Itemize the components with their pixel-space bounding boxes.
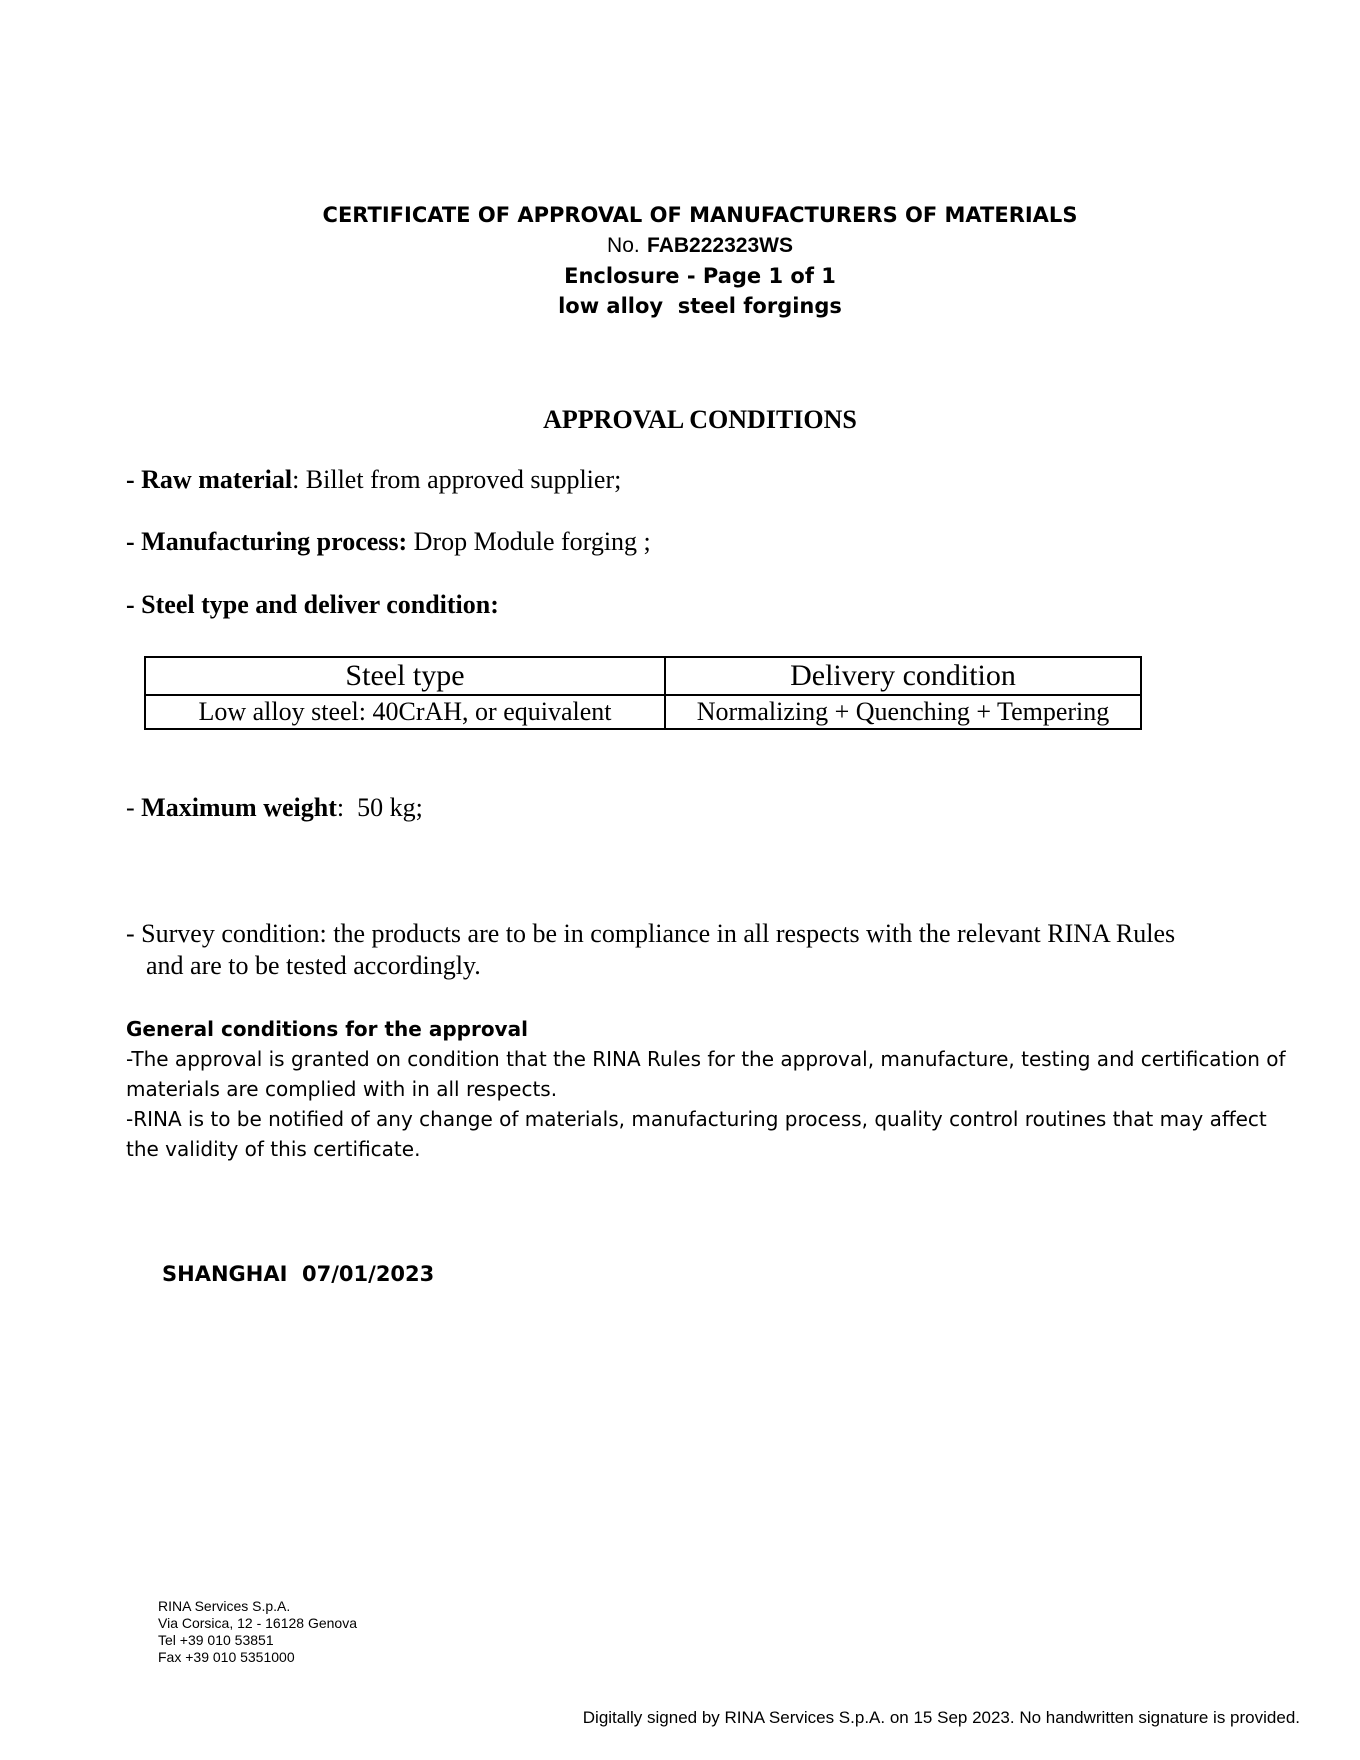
raw-material-line xyxy=(126,465,621,495)
digital-signature-note: Digitally signed by RINA Services S.p.A. on 15 Sep 2023. No handwritten signature is provided. xyxy=(582,1708,1300,1727)
certificate-title: CERTIFICATE OF APPROVAL OF MANUFACTURERS OF MATERIALS xyxy=(322,203,1078,227)
table-cell: Normalizing + Quenching + Tempering xyxy=(665,695,1141,729)
survey-condition xyxy=(126,918,1286,982)
manufacturing-process-value: Drop Module forging ; xyxy=(407,527,651,556)
table-cell: Low alloy steel: 40CrAH, or equivalent xyxy=(145,695,665,729)
steel-type-line xyxy=(126,590,499,620)
maximum-weight-line xyxy=(126,793,423,823)
table-header-row xyxy=(145,657,1141,695)
survey-condition-line: - Survey condition: the products are to be in compliance in all respects with the relevant RINA Rules xyxy=(126,919,1176,948)
certificate-number: FAB222323WS xyxy=(647,234,793,257)
certificate-subject: low alloy steel forgings xyxy=(558,294,842,318)
company-fax: Fax +39 010 5351000 xyxy=(158,1649,295,1665)
general-conditions xyxy=(126,1014,1286,1164)
steel-type-table xyxy=(144,656,1142,730)
raw-material-label: - Raw material xyxy=(126,465,293,494)
certificate-header xyxy=(0,200,1360,321)
raw-material-value: : Billet from approved supplier; xyxy=(292,465,622,494)
maximum-weight-label: Maximum weight xyxy=(141,793,337,822)
enclosure-page: Enclosure - Page 1 of 1 xyxy=(564,264,836,288)
certificate-number-line xyxy=(0,230,1360,261)
survey-condition-line: and are to be tested accordingly. xyxy=(146,951,481,980)
company-address: Via Corsica, 12 - 16128 Genova xyxy=(158,1615,357,1631)
manufacturing-process-label: - Manufacturing process: xyxy=(126,527,408,556)
general-conditions-line: -RINA is to be notified of any change of materials, manufacturing process, quality control routines that may affect xyxy=(126,1107,1267,1131)
certificate-number-prefix: No. xyxy=(607,234,640,257)
maximum-weight-value: : 50 kg; xyxy=(336,793,423,822)
general-conditions-line: the validity of this certificate. xyxy=(126,1137,421,1161)
general-conditions-title: General conditions for the approval xyxy=(126,1017,528,1041)
manufacturing-process-line xyxy=(126,527,651,557)
approval-conditions-title: APPROVAL CONDITIONS xyxy=(543,405,857,434)
company-address-block xyxy=(158,1598,357,1666)
general-conditions-line: materials are complied with in all respects. xyxy=(126,1077,558,1101)
table-row xyxy=(145,695,1141,729)
maximum-weight-dash: - xyxy=(126,793,142,822)
steel-type-label: - Steel type and deliver condition: xyxy=(126,590,499,619)
company-name: RINA Services S.p.A. xyxy=(158,1598,291,1614)
company-phone: Tel +39 010 53851 xyxy=(158,1632,274,1648)
place-and-date: SHANGHAI 07/01/2023 xyxy=(162,1262,435,1286)
table-header-cell: Delivery condition xyxy=(665,657,1141,695)
table-header-cell: Steel type xyxy=(145,657,665,695)
general-conditions-line: -The approval is granted on condition that the RINA Rules for the approval, manufacture, testing and certification of xyxy=(126,1047,1286,1071)
